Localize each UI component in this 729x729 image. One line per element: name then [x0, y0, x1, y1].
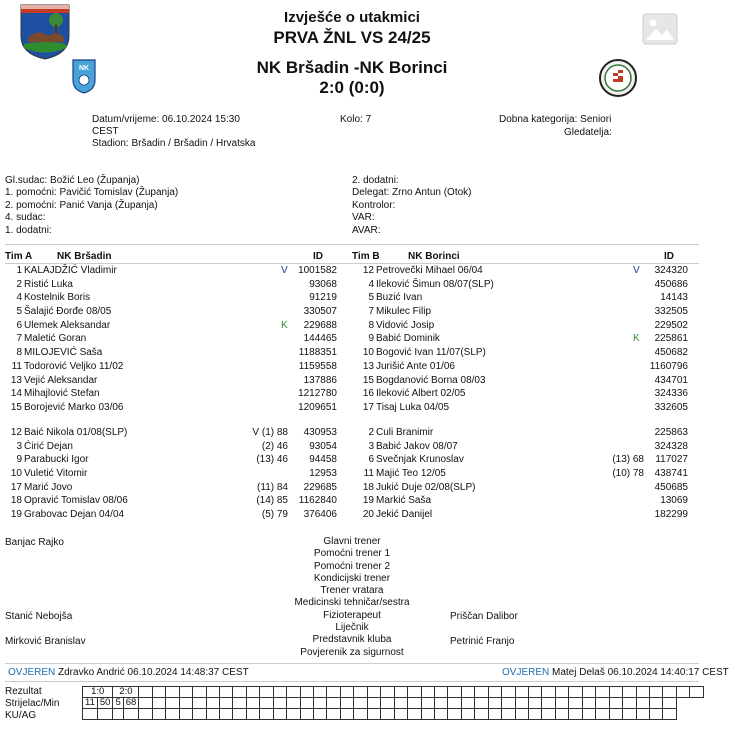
player-id: 93054 — [309, 440, 337, 452]
player-id: 1160796 — [649, 360, 688, 372]
player-name: Jukić Duje 02/08(SLP) — [376, 481, 476, 493]
team-a-club-rep: Mirković Branislav — [5, 636, 86, 647]
datetime-label: Datum/vrijeme: — [92, 114, 160, 125]
player-name: Todorović Veljko 11/02 — [24, 360, 124, 372]
player-name: Mikulec Filip — [376, 306, 432, 318]
player-row — [352, 305, 704, 319]
player-id: 91219 — [309, 292, 337, 304]
player-id: 450685 — [654, 481, 688, 493]
verified-text: Matej Delaš 06.10.2024 14:40:17 CEST — [552, 667, 729, 678]
datetime-value: 06.10.2024 15:30 — [162, 114, 240, 125]
player-id: 450686 — [654, 278, 688, 290]
player-id: 450682 — [654, 347, 688, 359]
player-row — [352, 374, 704, 388]
player-row — [352, 291, 704, 305]
player-id: 324320 — [654, 265, 688, 276]
player-id: 1162840 — [298, 495, 337, 507]
player-row — [0, 278, 352, 292]
player-id: 332605 — [654, 401, 688, 413]
ku-ag-label: KU/AG — [5, 710, 37, 721]
player-id: 332505 — [654, 306, 688, 318]
player-row — [352, 360, 704, 374]
substitute-row — [352, 467, 704, 481]
player-id: 1212780 — [298, 388, 337, 400]
player-name: Kostelnik Boris — [24, 292, 91, 304]
staff-role: Predstavnik kluba — [312, 634, 392, 646]
player-name: Parabucki Igor — [24, 454, 89, 466]
player-row — [352, 319, 704, 333]
player-name: Marić Jovo — [24, 481, 73, 493]
player-name: Šalajić Đorđe 08/05 — [24, 306, 112, 318]
report-title: Izvješće o utakmici — [284, 9, 420, 26]
player-id: 229502 — [654, 319, 688, 331]
timezone: CEST — [92, 126, 119, 137]
staff-role: Povjerenik za sigurnost — [300, 646, 404, 658]
datetime — [92, 114, 240, 125]
verified-tag: OVJEREN — [502, 667, 550, 678]
match-teams: NK Bršadin -NK Borinci — [256, 58, 448, 77]
player-name: Jekić Danijel — [376, 509, 433, 521]
officials-right — [352, 175, 472, 237]
player-name: Mihajlović Stefan — [24, 388, 100, 400]
player-id: 376406 — [303, 509, 337, 521]
spectators: Gledatelja: — [564, 127, 612, 138]
team-b-label: Tim B — [352, 251, 380, 262]
player-row — [0, 319, 352, 333]
player-name: Opravić Tomislav 08/06 — [24, 495, 128, 507]
player-id: 225861 — [654, 333, 688, 345]
player-number: 6 — [368, 454, 374, 466]
player-row — [0, 374, 352, 388]
substitution-info: (10) 78 — [612, 468, 644, 480]
player-number: 19 — [362, 495, 374, 507]
player-number: 6 — [16, 319, 22, 331]
team-a-substitutes — [0, 426, 352, 522]
scorer-1-minute: 50 — [97, 698, 113, 709]
goalkeeper-flag: V — [633, 265, 640, 276]
substitute-row — [352, 453, 704, 467]
player-id: 93068 — [309, 278, 337, 290]
player-id: 1159558 — [298, 360, 337, 372]
player-number: 9 — [368, 333, 374, 345]
player-number: 11 — [11, 360, 22, 372]
official-line: Gl.sudac: Božić Leo (Županja) — [5, 175, 140, 186]
verified-tag: OVJEREN — [8, 667, 56, 678]
player-name: Tisaj Luka 04/05 — [376, 401, 450, 413]
substitute-row — [352, 440, 704, 454]
player-id: 117027 — [655, 454, 688, 466]
official-line: AVAR: — [352, 224, 381, 236]
scorer-2-number: 5 — [113, 698, 123, 709]
player-id: 14143 — [660, 292, 688, 304]
player-name: Petrovečki Mihael 06/04 — [376, 265, 483, 276]
player-number: 15 — [10, 401, 22, 413]
substitution-info: (2) 46 — [261, 440, 288, 452]
staff-role: Medicinski tehničar/sestra — [294, 597, 410, 609]
match-score: 2:0 (0:0) — [319, 78, 385, 97]
player-row — [352, 401, 704, 415]
age-category: Dobna kategorija: Seniori — [499, 114, 612, 125]
result-label: Rezultat — [5, 686, 42, 697]
official-line: Kontrolor: — [352, 199, 396, 211]
player-row — [0, 264, 352, 278]
substitute-row — [0, 440, 352, 454]
player-number: 13 — [362, 360, 374, 372]
player-number: 3 — [368, 440, 374, 452]
player-number: 4 — [16, 292, 22, 304]
player-name: Vejić Aleksandar — [24, 374, 98, 386]
player-number: 17 — [362, 401, 374, 413]
player-name: Jurišić Ante 01/06 — [376, 360, 455, 372]
staff-role: Pomoćni trener 2 — [313, 560, 391, 572]
player-name: Ileković Šimun 08/07(SLP) — [376, 278, 494, 290]
player-row — [0, 305, 352, 319]
player-id: 430953 — [303, 427, 337, 438]
player-row — [0, 332, 352, 346]
player-id: 1188351 — [298, 347, 337, 359]
player-number: 9 — [16, 454, 22, 466]
player-id: 182299 — [654, 509, 688, 521]
official-line: 2. pomoćni: Panić Vanja (Županja) — [5, 199, 158, 211]
player-name: Baić Nikola 01/08(SLP) — [24, 427, 128, 438]
player-id: 225863 — [654, 427, 688, 438]
substitution-info: (13) 68 — [612, 454, 644, 466]
team-b-substitutes — [352, 426, 704, 522]
player-number: 15 — [362, 374, 374, 386]
team-a-name: NK Bršadin — [57, 251, 112, 262]
substitute-row — [0, 494, 352, 508]
team-a-physio: Stanić Nebojša — [5, 611, 73, 622]
player-number: 20 — [362, 509, 374, 521]
official-line: VAR: — [352, 212, 375, 224]
substitute-row — [352, 508, 704, 522]
player-id: 330507 — [303, 306, 337, 318]
player-row — [352, 346, 704, 360]
team-b-id-header: ID — [664, 251, 674, 262]
player-row — [352, 332, 704, 346]
score-1: 1:0 — [83, 687, 113, 698]
team-a-label: Tim A — [5, 251, 33, 262]
player-id: 229685 — [303, 481, 337, 493]
substitution-info: (13) 46 — [256, 454, 288, 466]
player-name: KALAJDŽIĆ Vladimir — [24, 265, 117, 276]
score-2: 2:0 — [113, 687, 139, 698]
player-number: 19 — [10, 509, 22, 521]
player-row — [0, 360, 352, 374]
player-name: Ristić Luka — [24, 278, 73, 290]
player-number: 13 — [10, 374, 22, 386]
player-name: Vuletić Vitomir — [24, 468, 88, 480]
player-row — [352, 264, 704, 278]
substitute-row — [0, 467, 352, 481]
player-id: 229688 — [303, 319, 337, 331]
result-row-labels — [5, 686, 59, 722]
player-number: 2 — [16, 278, 22, 290]
substitute-row — [0, 508, 352, 522]
player-number: 4 — [368, 278, 374, 290]
scorer-1-number: 11 — [83, 698, 98, 709]
substitution-info: (11) 84 — [257, 481, 288, 493]
substitute-row — [352, 481, 704, 495]
substitution-info: (5) 79 — [261, 509, 288, 521]
player-number: 17 — [10, 481, 22, 493]
captain-flag: K — [281, 319, 288, 331]
player-number: 11 — [363, 468, 374, 480]
staff-roles — [252, 536, 452, 659]
team-a-id-header: ID — [313, 251, 323, 262]
staff-role: Kondicijski trener — [313, 572, 391, 584]
team-b-starters — [352, 264, 704, 415]
player-name: Culi Branimir — [376, 427, 434, 438]
player-name: Buzić Ivan — [376, 292, 423, 304]
substitute-row — [0, 453, 352, 467]
player-id: 1001582 — [298, 265, 337, 276]
player-number: 1 — [16, 265, 22, 276]
player-name: Majić Teo 12/05 — [376, 468, 446, 480]
staff-role: Liječnik — [335, 622, 369, 634]
player-number: 2 — [368, 427, 374, 438]
player-id: 13069 — [660, 495, 688, 507]
player-name: MILOJEVIĆ Saša — [24, 347, 103, 359]
substitution-info: V (1) 88 — [252, 427, 288, 438]
player-row — [352, 278, 704, 292]
player-name: Vidović Josip — [376, 319, 435, 331]
staff-role: Trener vratara — [320, 585, 384, 597]
player-number: 16 — [362, 388, 374, 400]
team-a-verification — [8, 667, 249, 678]
team-b-physio: Priščan Dalibor — [450, 611, 518, 622]
player-name: Borojević Marko 03/06 — [24, 401, 124, 413]
round: Kolo: 7 — [340, 114, 372, 125]
player-id: 94458 — [309, 454, 337, 466]
player-name: Bogović Ivan 11/07(SLP) — [376, 347, 486, 359]
player-number: 8 — [16, 347, 22, 359]
player-number: 8 — [368, 319, 374, 331]
goalkeeper-flag: V — [281, 265, 288, 276]
player-id: 12953 — [309, 468, 337, 480]
substitute-row — [0, 481, 352, 495]
substitute-row — [0, 426, 352, 440]
official-line: 1. dodatni: — [5, 224, 52, 236]
substitute-row — [352, 494, 704, 508]
player-id: 1209651 — [298, 401, 337, 413]
player-id: 137886 — [303, 374, 337, 386]
captain-flag: K — [633, 333, 640, 345]
official-line: Delegat: Zrno Antun (Otok) — [352, 187, 472, 199]
svg-text:NK: NK — [78, 65, 90, 72]
team-b-name: NK Borinci — [408, 251, 460, 262]
player-id: 438741 — [654, 468, 688, 480]
verified-text: Zdravko Andrić 06.10.2024 14:48:37 CEST — [58, 667, 249, 678]
team-b-club-rep: Petrinić Franjo — [450, 636, 515, 647]
player-number: 10 — [362, 347, 374, 359]
player-number: 7 — [16, 333, 22, 345]
player-number: 12 — [362, 265, 374, 276]
player-name: Grabovac Dejan 04/04 — [24, 509, 125, 521]
player-name: Babić Dominik — [376, 333, 440, 345]
player-id: 144465 — [303, 333, 337, 345]
player-name: Ćirić Dejan — [24, 440, 73, 452]
official-line: 1. pomoćni: Pavičić Tomislav (Županja) — [5, 187, 179, 199]
player-id: 324328 — [654, 440, 688, 452]
scorer-label: Strijelac/Min — [5, 698, 60, 709]
player-row — [0, 387, 352, 401]
staff-role: Fizioterapeut — [323, 609, 381, 621]
stadium-label: Stadion: — [92, 138, 129, 149]
player-row — [0, 291, 352, 305]
player-number: 18 — [10, 495, 22, 507]
scorer-2-minute: 68 — [123, 698, 139, 709]
team-a-head-coach: Banjac Rajko — [5, 537, 64, 548]
player-name: Ileković Albert 02/05 — [376, 388, 466, 400]
substitution-info: (14) 85 — [256, 495, 288, 507]
player-number: 5 — [16, 306, 22, 318]
player-name: Bogdanović Borna 08/03 — [376, 374, 486, 386]
player-row — [352, 387, 704, 401]
player-number: 7 — [368, 306, 374, 318]
player-name: Markić Saša — [376, 495, 432, 507]
official-line: 2. dodatni: — [352, 175, 399, 186]
player-name: Babić Jakov 08/07 — [376, 440, 458, 452]
player-number: 18 — [362, 481, 374, 493]
stadium — [92, 138, 255, 149]
player-row — [0, 346, 352, 360]
player-number: 10 — [10, 468, 22, 480]
team-a-starters — [0, 264, 352, 415]
player-number: 5 — [368, 292, 374, 304]
stadium-value: Bršadin / Bršadin / Hrvatska — [131, 138, 256, 149]
official-line: 4. sudac: — [5, 212, 46, 224]
team-b-verification — [502, 667, 729, 678]
player-name: Svečnjak Krunoslav — [376, 454, 464, 466]
player-number: 14 — [10, 388, 22, 400]
player-name: Ulemek Aleksandar — [24, 319, 111, 331]
player-id: 324336 — [654, 388, 688, 400]
player-number: 3 — [16, 440, 22, 452]
officials-left — [5, 175, 178, 237]
competition-title: PRVA ŽNL VS 24/25 — [273, 28, 431, 47]
staff-role: Glavni trener — [323, 536, 381, 547]
player-name: Maletić Goran — [24, 333, 87, 345]
result-grid — [82, 686, 704, 720]
player-row — [0, 401, 352, 415]
staff-role: Pomoćni trener 1 — [313, 548, 391, 560]
substitute-row — [352, 426, 704, 440]
player-number: 12 — [10, 427, 22, 438]
player-id: 434701 — [654, 374, 688, 386]
